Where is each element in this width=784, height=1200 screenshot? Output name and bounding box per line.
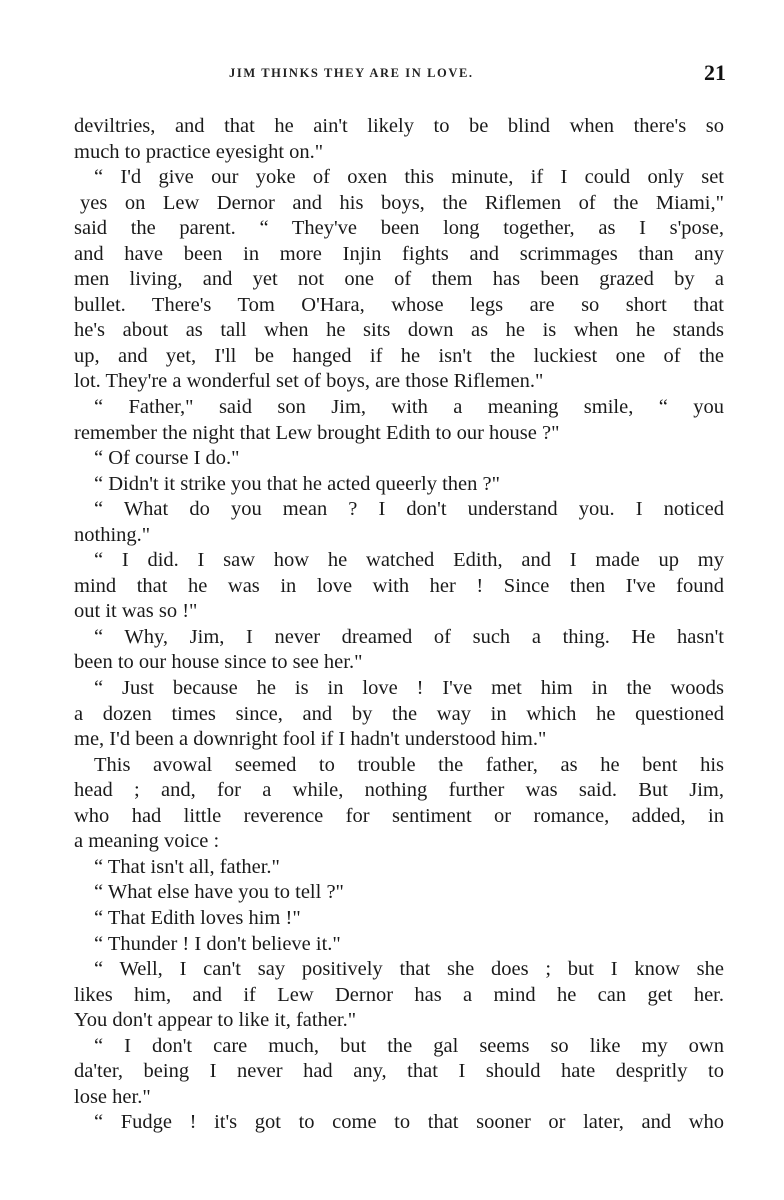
book-page: [74, 58, 726, 1134]
running-title: JIM THINKS THEY ARE IN LOVE.: [229, 66, 474, 80]
text-line: “ Thunder ! I don't believe it.": [94, 932, 341, 955]
text-line: remember the night that Lew brought Edith to our house ?": [74, 421, 560, 444]
text-line: lot. They're a wonderful set of boys, are those Riflemen.": [74, 370, 544, 393]
text-line: he's about as tall when he sits down as he is when he stands: [74, 319, 724, 342]
text-line: yes on Lew Dernor and his boys, the Riflemen of the Miami,": [80, 191, 724, 214]
text-line: lose her.": [74, 1085, 151, 1108]
text-line: “ Of course I do.": [94, 447, 240, 470]
text-line: da'ter, being I never had any, that I should hate despritly to: [74, 1060, 724, 1083]
text-line: up, and yet, I'll be hanged if he isn't the luckiest one of the: [74, 344, 724, 367]
running-head: [74, 58, 724, 98]
text-line: deviltries, and that he ain't likely to be blind when there's so: [74, 115, 724, 137]
text-line: mind that he was in love with her ! Since then I've found: [74, 574, 724, 597]
text-line: “ That Edith loves him !": [94, 906, 301, 929]
text-line: “ I don't care much, but the gal seems so like my own: [94, 1034, 724, 1057]
text-line: said the parent. “ They've been long together, as I s'pose,: [74, 217, 724, 240]
text-line: and have been in more Injin fights and scrimmages than any: [74, 242, 724, 265]
text-line: much to practice eyesight on.": [74, 140, 324, 163]
page-number: 21: [704, 60, 726, 85]
text-line: “ Didn't it strike you that he acted queerly then ?": [94, 472, 500, 495]
text-line: “ Fudge ! it's got to come to that sooner or later, and who: [94, 1111, 724, 1134]
text-line: “ Father," said son Jim, with a meaning smile, “ you: [94, 396, 724, 419]
body-text: [74, 114, 724, 1136]
text-line: a meaning voice :: [74, 830, 220, 853]
text-line: head ; and, for a while, nothing further was said. But Jim,: [74, 779, 724, 802]
text-line: been to our house since to see her.": [74, 651, 363, 674]
text-line: “ What else have you to tell ?": [94, 881, 344, 904]
text-line: men living, and yet not one of them has been grazed by a: [74, 268, 724, 291]
text-line: This avowal seemed to trouble the father, as he bent his: [94, 753, 724, 776]
text-line: nothing.": [74, 523, 151, 546]
text-line: “ Why, Jim, I never dreamed of such a thing. He hasn't: [94, 625, 724, 648]
text-line: who had little reverence for sentiment or romance, added, in: [74, 804, 724, 827]
text-line: “ Well, I can't say positively that she does ; but I know she: [94, 958, 724, 981]
text-line: bullet. There's Tom O'Hara, whose legs are so short that: [74, 293, 724, 316]
text-line: You don't appear to like it, father.": [74, 1009, 357, 1032]
text-line: “ I did. I saw how he watched Edith, and I made up my: [94, 549, 724, 572]
text-line: “ That isn't all, father.": [94, 855, 280, 878]
text-line: “ Just because he is in love ! I've met him in the woods: [94, 677, 724, 700]
text-line: likes him, and if Lew Dernor has a mind he can get her.: [74, 983, 724, 1006]
text-line: “ What do you mean ? I don't understand you. I noticed: [94, 498, 724, 521]
text-line: out it was so !": [74, 600, 198, 623]
text-line: a dozen times since, and by the way in which he questioned: [74, 702, 724, 725]
text-line: “ I'd give our yoke of oxen this minute, if I could only set: [94, 166, 724, 189]
text-line: me, I'd been a downright fool if I hadn't understood him.": [74, 728, 547, 751]
